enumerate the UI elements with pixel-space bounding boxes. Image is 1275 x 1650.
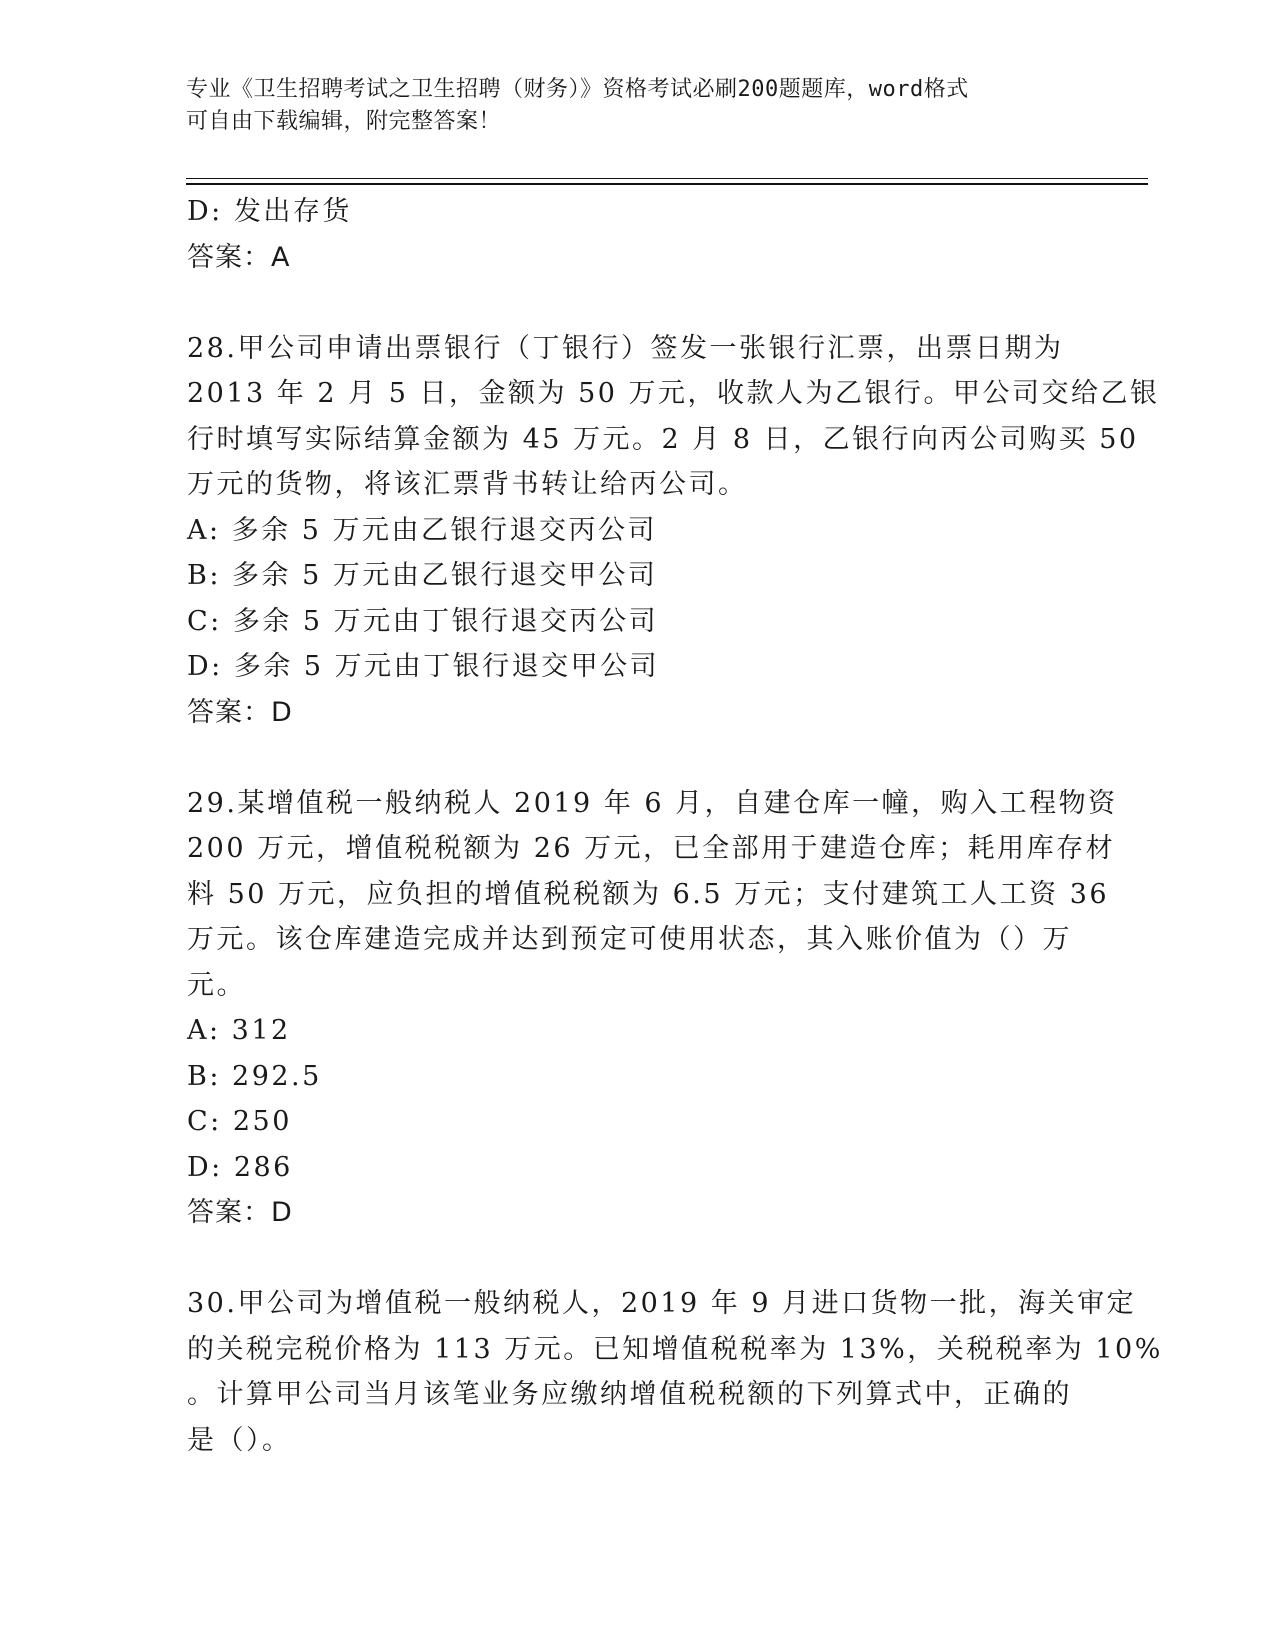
question-28-line: 28.甲公司申请出票银行（丁银行）签发一张银行汇票，出票日期为	[187, 332, 1064, 364]
question-28	[187, 326, 1160, 736]
question-29-option-b: B: 292.5	[187, 1060, 322, 1092]
question-29-answer: 答案：D	[187, 1197, 293, 1228]
question-30-line: 30.甲公司为增值税一般纳税人，2019 年 9 月进口货物一批，海关审定	[187, 1288, 1137, 1319]
question-29-line: 万元。该仓库建造完成并达到预定可使用状态，其入账价值为（）万	[187, 924, 1072, 955]
question-30-line: 的关税完税价格为 113 万元。已知增值税税率为 13%，关税税率为 10%	[187, 1333, 1163, 1365]
question-28-line: 2013 年 2 月 5 日，金额为 50 万元，收款人为乙银行。甲公司交给乙银	[187, 378, 1160, 409]
header-title-line-1: 专业《卫生招聘考试之卫生招聘（财务）》资格考试必刷200题题库，word格式	[186, 77, 969, 102]
question-30-line: 是（）。	[187, 1424, 292, 1456]
question-28-option-c: C: 多余 5 万元由丁银行退交丙公司	[187, 605, 659, 637]
question-29-option-c: C: 250	[187, 1106, 292, 1137]
question-28-option-b: B: 多余 5 万元由乙银行退交甲公司	[187, 560, 658, 591]
question-28-option-a: A: 多余 5 万元由乙银行退交丙公司	[187, 514, 658, 546]
question-28-answer: 答案：D	[187, 696, 293, 728]
spacer	[187, 280, 1087, 326]
question-29-line: 200 万元，增值税税额为 26 万元，已全部用于建造仓库；耗用库存材	[187, 833, 1116, 864]
question-29-option-d: D: 286	[187, 1151, 293, 1183]
header-divider-thick	[186, 183, 1148, 185]
document-header	[186, 74, 1066, 138]
question-28-line: 行时填写实际结算金额为 45 万元。2 月 8 日，乙银行向丙公司购买 50	[187, 423, 1139, 455]
prev-option-d: D: 发出存货	[187, 196, 352, 227]
spacer	[187, 735, 1087, 781]
question-29-line: 元。	[187, 969, 246, 1001]
question-30	[187, 1281, 1163, 1463]
question-28-line: 万元的货物，将该汇票背书转让给丙公司。	[187, 469, 748, 500]
question-29-line: 29.某增值税一般纳税人 2019 年 6 月，自建仓库一幢，购入工程物资	[187, 787, 1118, 819]
question-29	[187, 781, 1118, 1236]
question-content	[187, 189, 1163, 1463]
prev-answer: 答案：A	[187, 241, 291, 273]
question-28-option-d: D: 多余 5 万元由丁银行退交甲公司	[187, 651, 660, 682]
header-title-line-2: 可自由下载编辑，附完整答案！	[186, 109, 502, 134]
question-30-line: 。计算甲公司当月该笔业务应缴纳增值税税额的下列算式中，正确的	[187, 1379, 1072, 1410]
header-divider-thin	[186, 178, 1148, 179]
question-29-option-a: A: 312	[187, 1015, 291, 1046]
spacer	[187, 1236, 1087, 1282]
question-29-line: 料 50 万元，应负担的增值税税额为 6.5 万元；支付建筑工人工资 36	[187, 878, 1110, 910]
